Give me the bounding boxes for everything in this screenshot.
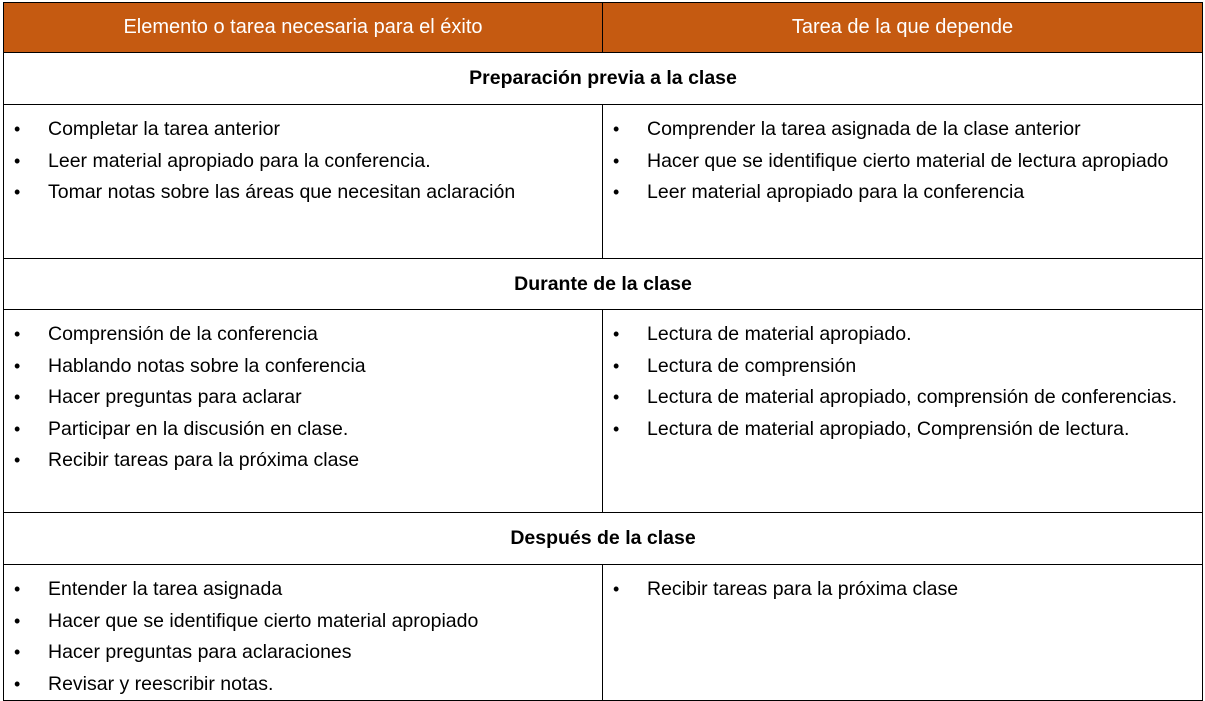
dependency-cell: [603, 565, 1203, 701]
header-cell-depends-on: Tarea de la que depende: [603, 3, 1203, 53]
section-row-during-class: [4, 259, 1203, 310]
list-item: • Entender la tarea asignada: [4, 574, 588, 606]
list-item: • Hacer que se identifique cierto material apropiado: [4, 606, 588, 638]
list-item: • Hablando notas sobre la conferencia: [4, 351, 588, 383]
list-item: • Revisar y reescribir notas.: [4, 669, 588, 701]
list-item: • Completar la tarea anterior: [4, 114, 588, 146]
list-item: • Comprensión de la conferencia: [4, 319, 588, 351]
table-header-row: [4, 3, 1203, 53]
list-item: • Participar en la discusión en clase.: [4, 414, 588, 446]
list-item: • Recibir tareas para la próxima clase: [4, 445, 588, 477]
element-list: [4, 565, 602, 700]
list-item: • Lectura de material apropiado, comprensión de conferencias.: [603, 382, 1188, 414]
list-item: • Hacer que se identifique cierto material de lectura apropiado: [603, 146, 1188, 178]
section-title: Durante de la clase: [4, 259, 1203, 310]
dependency-cell: [603, 105, 1203, 259]
list-item: • Lectura de material apropiado.: [603, 319, 1188, 351]
section-title: Preparación previa a la clase: [4, 53, 1203, 105]
list-item: • Lectura de material apropiado, Comprensión de lectura.: [603, 414, 1188, 446]
section-title: Después de la clase: [4, 513, 1203, 565]
list-item: • Recibir tareas para la próxima clase: [603, 574, 1188, 606]
list-item: • Hacer preguntas para aclarar: [4, 382, 588, 414]
element-cell: [4, 565, 603, 701]
dependency-list: [603, 565, 1202, 606]
element-list: [4, 310, 602, 477]
list-item: • Leer material apropiado para la conferencia: [603, 177, 1188, 209]
dependency-list: [603, 310, 1202, 445]
element-cell: [4, 310, 603, 513]
dependency-cell: [603, 310, 1203, 513]
dependency-list: [603, 105, 1202, 209]
list-item: • Tomar notas sobre las áreas que necesitan aclaración: [4, 177, 588, 209]
list-item: • Lectura de comprensión: [603, 351, 1188, 383]
section-row-after-class: [4, 513, 1203, 565]
section-body-during-class: [4, 310, 1203, 513]
section-body-before-class: [4, 105, 1203, 259]
task-dependency-table: [3, 2, 1203, 701]
element-list: [4, 105, 602, 209]
list-item: • Comprender la tarea asignada de la clase anterior: [603, 114, 1188, 146]
header-cell-element: Elemento o tarea necesaria para el éxito: [4, 3, 603, 53]
section-row-before-class: [4, 53, 1203, 105]
element-cell: [4, 105, 603, 259]
list-item: • Leer material apropiado para la conferencia.: [4, 146, 588, 178]
section-body-after-class: [4, 565, 1203, 701]
list-item: • Hacer preguntas para aclaraciones: [4, 637, 588, 669]
